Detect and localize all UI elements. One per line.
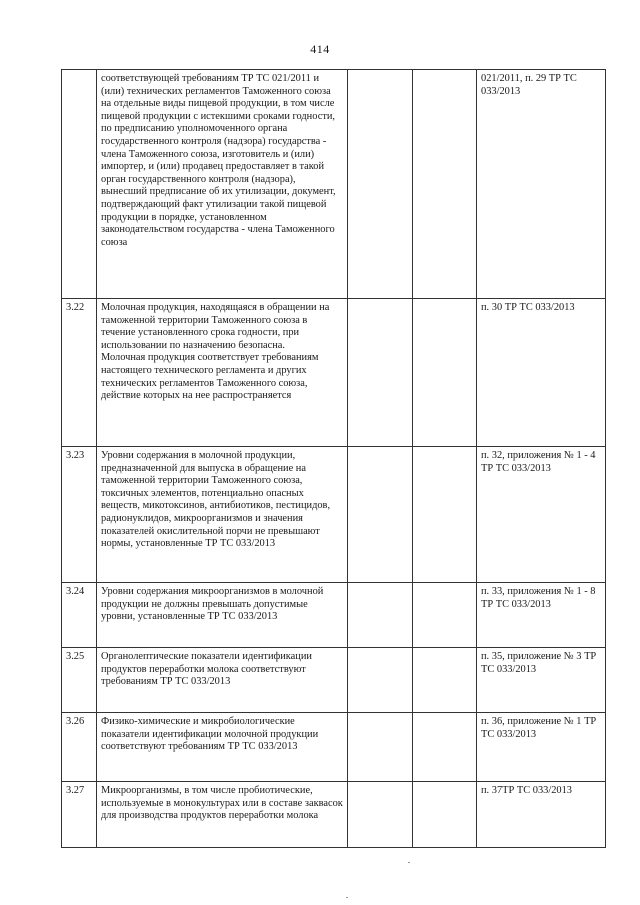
empty-cell bbox=[413, 648, 477, 713]
requirement-text-cell: Микроорганизмы, в том числе пробиотические, используемые в монокультурах или в составе заквасок для производства продуктов переработки молока bbox=[97, 782, 348, 848]
scan-speck bbox=[346, 897, 348, 898]
row-number-cell: 3.23 bbox=[62, 447, 97, 583]
row-number-cell: 3.24 bbox=[62, 583, 97, 648]
reference-cell: п. 30 ТР ТС 033/2013 bbox=[477, 299, 606, 447]
row-number-cell: 3.25 bbox=[62, 648, 97, 713]
reference-cell: п. 37ТР ТС 033/2013 bbox=[477, 782, 606, 848]
row-number-cell: 3.26 bbox=[62, 713, 97, 782]
table-row bbox=[62, 782, 606, 848]
reference-cell: п. 33, приложения № 1 - 8 ТР ТС 033/2013 bbox=[477, 583, 606, 648]
table-row bbox=[62, 299, 606, 447]
empty-cell bbox=[348, 447, 413, 583]
reference-cell: п. 35, приложение № 3 ТР ТС 033/2013 bbox=[477, 648, 606, 713]
empty-cell bbox=[413, 447, 477, 583]
reference-cell: п. 32, приложения № 1 - 4 ТР ТС 033/2013 bbox=[477, 447, 606, 583]
scan-speck bbox=[408, 862, 410, 863]
requirements-table bbox=[61, 69, 606, 848]
reference-cell: п. 36, приложение № 1 ТР ТС 033/2013 bbox=[477, 713, 606, 782]
row-number-cell: 3.27 bbox=[62, 782, 97, 848]
empty-cell bbox=[348, 782, 413, 848]
requirement-text-cell: соответствующей требованиям ТР ТС 021/2011 и (или) технических регламентов Таможенного союза на отдельные виды пищевой продукции, в том числе пищевой продукции с истекшими сроками годности, по предписанию уполномоченного органа государственного контроля (надзора) государства - члена Таможенного союза, изготовитель и (или) импортер, и (или) продавец предоставляет в такой орган государственного контроля (надзора), вынесший предписание об их утилизации, документ, подтверждающий факт утилизации такой пищевой продукции в порядке, установленном законодательством государства - члена Таможенного союза bbox=[97, 70, 348, 299]
empty-cell bbox=[413, 299, 477, 447]
requirement-text-cell: Молочная продукция, находящаяся в обращении на таможенной территории Таможенного союза в течение установленного срока годности, при использовании по назначению безопасна. Молочная продукция соответствует требованиям настоящего технического регламента и других технических регламентов Таможенного союза, действие которых на нее распространяется bbox=[97, 299, 348, 447]
requirement-text-cell: Органолептические показатели идентификации продуктов переработки молока соответствуют требованиям ТР ТС 033/2013 bbox=[97, 648, 348, 713]
table-row bbox=[62, 713, 606, 782]
empty-cell bbox=[348, 70, 413, 299]
empty-cell bbox=[413, 583, 477, 648]
empty-cell bbox=[413, 713, 477, 782]
requirement-text-cell: Физико-химические и микробиологические показатели идентификации молочной продукции соответствуют требованиям ТР ТС 033/2013 bbox=[97, 713, 348, 782]
page-number: 414 bbox=[310, 42, 330, 56]
table-row bbox=[62, 447, 606, 583]
empty-cell bbox=[348, 713, 413, 782]
requirement-text-cell: Уровни содержания микроорганизмов в молочной продукции не должны превышать допустимые уровни, установленные ТР ТС 033/2013 bbox=[97, 583, 348, 648]
reference-cell: 021/2011, п. 29 ТР ТС 033/2013 bbox=[477, 70, 606, 299]
empty-cell bbox=[413, 70, 477, 299]
row-number-cell: 3.22 bbox=[62, 299, 97, 447]
empty-cell bbox=[348, 583, 413, 648]
empty-cell bbox=[348, 299, 413, 447]
requirement-text-cell: Уровни содержания в молочной продукции, предназначенной для выпуска в обращение на таможенной территории Таможенного союза, токсичных элементов, потенциально опасных веществ, микотоксинов, антибиотиков, пестицидов, радионуклидов, микроорганизмов и значения показателей окислительной порчи не превышают нормы, установленные ТР ТС 033/2013 bbox=[97, 447, 348, 583]
empty-cell bbox=[413, 782, 477, 848]
empty-cell bbox=[348, 648, 413, 713]
table-row bbox=[62, 583, 606, 648]
table-row bbox=[62, 70, 606, 299]
row-number-cell bbox=[62, 70, 97, 299]
table-row bbox=[62, 648, 606, 713]
